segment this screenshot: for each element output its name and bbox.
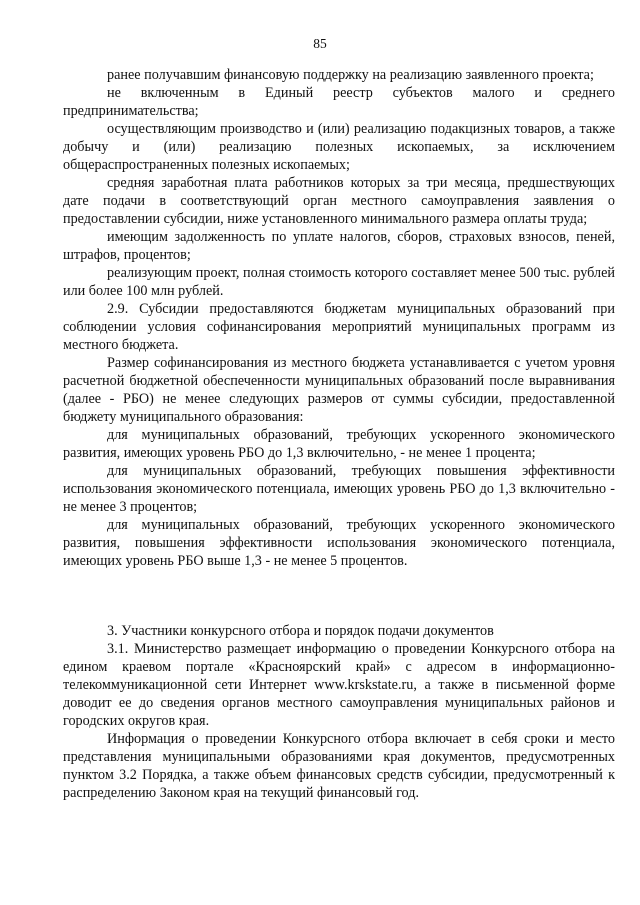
clause-2-9: 2.9. Субсидии предоставляются бюджетам муниципальных образований при соблюдении условия софинансирования мероприятий муниципальных программ из местного бюджета.	[63, 301, 615, 353]
cofinancing-item: для муниципальных образований, требующих ускоренного экономического развития, повышения эффективности использования экономического потенциала, имеющих уровень РБО выше 1,3 - не менее 5 процентов.	[63, 517, 615, 569]
section-spacer	[63, 570, 615, 622]
list-item: не включенным в Единый реестр субъектов малого и среднего предпринимательства;	[63, 85, 615, 119]
list-item: осуществляющим производство и (или) реализацию подакцизных товаров, а также добычу и (или) реализацию полезных ископаемых, за исключением общераспространенных полезных ископаемых;	[63, 121, 615, 173]
section-3-heading: 3. Участники конкурсного отбора и порядок подачи документов	[107, 623, 494, 639]
cofinancing-intro: Размер софинансирования из местного бюджета устанавливается с учетом уровня расчетной бюджетной обеспеченности муниципальных образований после выравнивания (далее - РБО) не менее следующих размеров от суммы субсидии, предоставленной бюджету муниципального образования:	[63, 355, 615, 425]
document-body	[63, 66, 615, 802]
list-item: имеющим задолженность по уплате налогов, сборов, страховых взносов, пеней, штрафов, процентов;	[63, 229, 615, 263]
cofinancing-item: для муниципальных образований, требующих ускоренного экономического развития, имеющих уровень РБО до 1,3 включительно, - не менее 1 процента;	[63, 427, 615, 461]
clause-3-1: 3.1. Министерство размещает информацию о проведении Конкурсного отбора на едином краевом портале «Красноярский край» с адресом в информационно-телекоммуникационной сети Интернет www.krskstate.ru, а также в письменной форме доводит ее до сведения органов местного самоуправления муниципальных районов и городских округов края.	[63, 641, 615, 729]
list-item: реализующим проект, полная стоимость которого составляет менее 500 тыс. рублей или более 100 млн рублей.	[63, 265, 615, 299]
list-item: средняя заработная плата работников которых за три месяца, предшествующих дате подачи в соответствующий орган местного самоуправления заявления о предоставлении субсидии, ниже установленного минимального размера оплаты труда;	[63, 175, 615, 227]
info-paragraph: Информация о проведении Конкурсного отбора включает в себя сроки и место представления муниципальными образованиями края документов, предусмотренных пунктом 3.2 Порядка, а также объем финансовых средств субсидии, предусмотренный к распределению Законом края на текущий финансовый год.	[63, 731, 615, 801]
page-number: 85	[313, 36, 327, 51]
cofinancing-item: для муниципальных образований, требующих повышения эффективности использования экономического потенциала, имеющих уровень РБО до 1,3 включительно - не менее 3 процентов;	[63, 463, 615, 515]
list-item: ранее получавшим финансовую поддержку на реализацию заявленного проекта;	[107, 67, 594, 83]
